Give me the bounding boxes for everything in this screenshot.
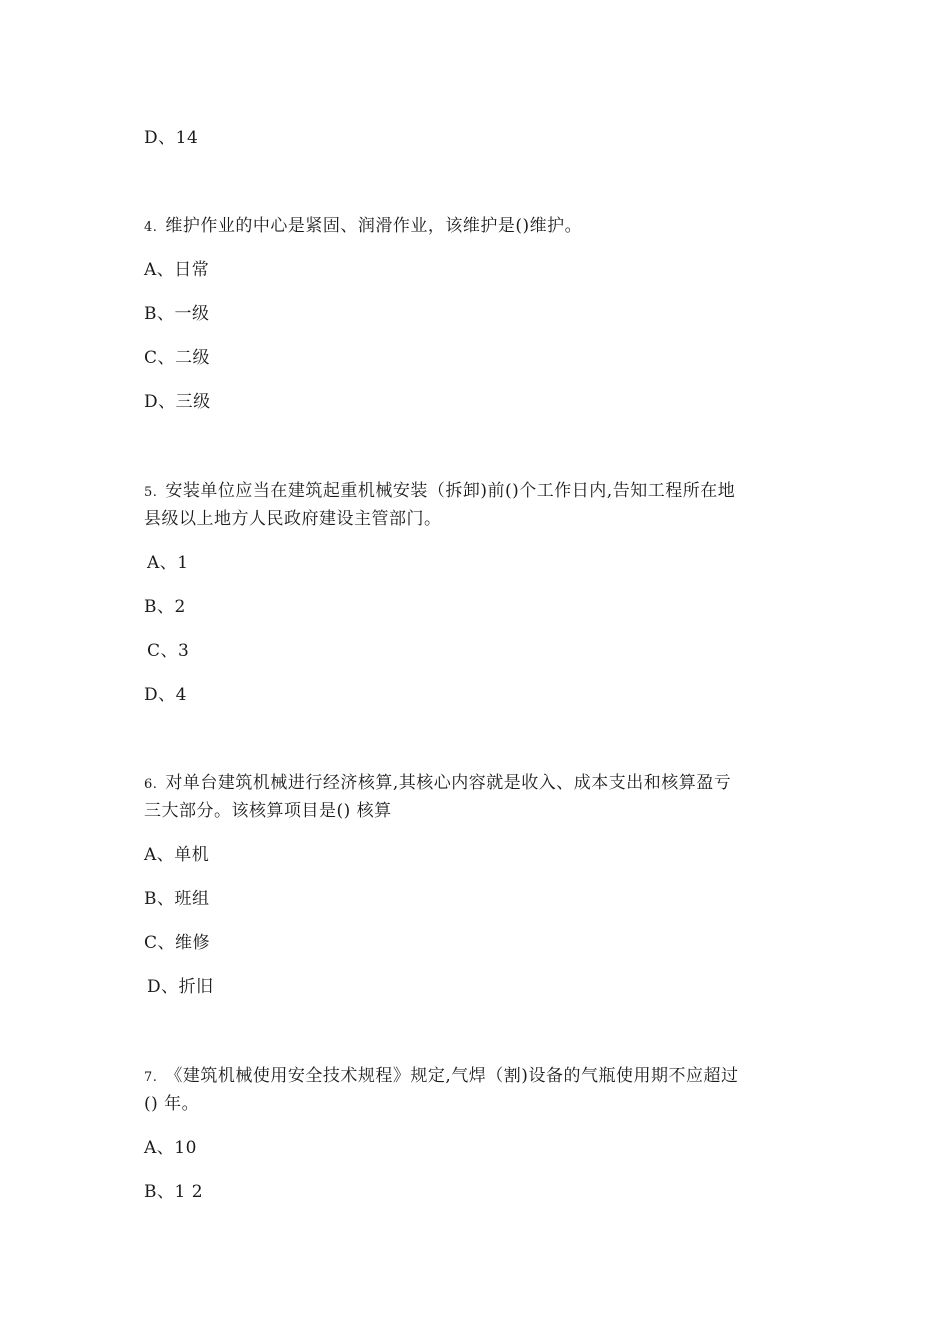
question-text: 安装单位应当在建筑起重机械安装（拆卸)前()个工作日内,告知工程所在地 (165, 481, 736, 501)
question-6 (144, 769, 731, 799)
q4-option-c: C、二级 (144, 348, 211, 368)
question-number: 6. (144, 777, 158, 792)
question-4 (144, 212, 582, 242)
q5-option-a: A、1 (147, 553, 189, 573)
q5-option-b: B、2 (144, 597, 186, 617)
q5-option-d: D、4 (144, 685, 187, 705)
question-7 (144, 1062, 738, 1092)
q6-option-d: D、折旧 (147, 977, 214, 997)
q4-option-a: A、日常 (144, 260, 210, 280)
q7-option-b: B、1 2 (144, 1182, 204, 1202)
question-number: 5. (144, 485, 158, 500)
q6-option-a: A、单机 (144, 845, 210, 865)
q6-option-b: B、班组 (144, 889, 210, 909)
question-5-continued: 县级以上地方人民政府建设主管部门。 (144, 509, 442, 529)
q7-option-a: A、10 (144, 1138, 197, 1158)
q4-option-d: D、三级 (144, 392, 211, 412)
question-number: 7. (144, 1070, 158, 1085)
q6-option-c: C、维修 (144, 933, 211, 953)
option-d-prev: D、14 (144, 128, 199, 148)
q5-option-c: C、3 (147, 641, 190, 661)
q4-option-b: B、一级 (144, 304, 210, 324)
question-text: 《建筑机械使用安全技术规程》规定,气焊（割)设备的气瓶使用期不应超过 (165, 1066, 739, 1086)
question-7-continued: () 年。 (144, 1094, 200, 1114)
question-6-continued: 三大部分。该核算项目是() 核算 (144, 801, 392, 821)
question-5 (144, 477, 735, 507)
question-text: 维护作业的中心是紧固、润滑作业，该维护是()维护。 (165, 216, 583, 236)
question-number: 4. (144, 220, 158, 235)
question-text: 对单台建筑机械进行经济核算,其核心内容就是收入、成本支出和核算盈亏 (165, 773, 732, 793)
